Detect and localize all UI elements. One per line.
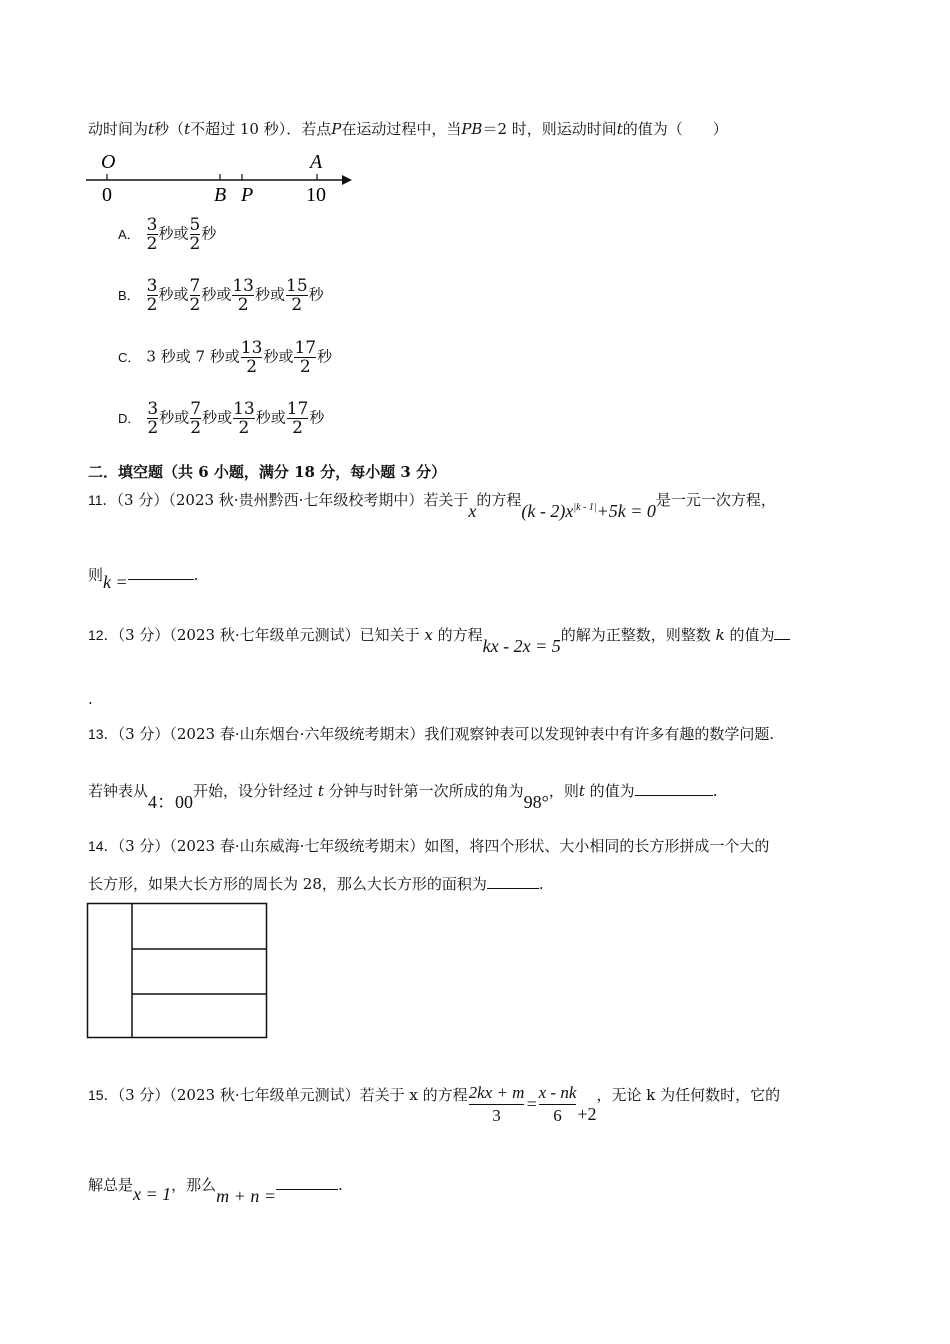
option-a[interactable]: A． $\frac{3}{2}$ 秒或 $\frac{5}{2}$ 秒 [118,215,217,254]
q10-text-c: 不超过 10 秒）．若点 [190,120,332,138]
q13-angle: 98° [523,792,549,812]
q10-text-f: 的值为（ ） [622,120,728,138]
fraction: $\frac{3}{2}$ [146,215,158,254]
q13-number: 13． [88,726,118,742]
q15-meta: （3 分）（2023 秋·七年级单元测试）若关于 x 的方程 [117,1086,468,1104]
q12-meta: （3 分）（2023 秋·七年级单元测试）已知关于 [117,626,420,644]
q10-var-t: t [148,120,155,138]
q11-equation: $(k - 2)x^{|k - 1|}+5k = 0$ [521,501,656,521]
q10-text-b: 秒（ [154,120,185,138]
q13-answer-blank[interactable] [635,794,713,796]
q13-line2: 若钟表从4：00开始，设分针经过 t 分钟与时针第一次所成的角为98°，则t 的值为 . [88,782,718,812]
fraction: $\frac{3}{2}$ [146,276,158,315]
q14-meta: （3 分）（2023 春·山东威海·七年级统考期末）如图，将四个形状、大小相同的长方形拼成一个大的 [117,837,770,855]
option-c-label: C． [118,349,141,365]
fraction: $\frac{3}{2}$ [147,399,159,438]
q11-line2: 则k = . [88,566,199,592]
option-b-label: B． [118,287,140,303]
q12-answer-blank[interactable] [774,638,790,640]
q15-solution: x = 1 [133,1184,172,1204]
fraction: $\frac{5}{2}$ [189,215,201,254]
q13-meta: （3 分）（2023 春·山东烟台·六年级统考期末）我们观察钟表可以发现钟表中有许多有趣的数学问题. [117,725,775,743]
q10-var-p: P [331,120,342,138]
section-title: 二．填空题（共 6 小题，满分 18 分，每小题 3 分） [88,463,447,481]
option-c[interactable]: C． 3 秒或 7 秒或 $\frac{13}{2}$ 秒或 $\frac{17}{2}$ 秒 [118,338,333,377]
option-d-label: D． [118,410,141,426]
q12-end: . [88,690,93,708]
q14-line1 [88,835,769,856]
q10-text-a: 动时间为 [88,120,149,138]
q12-equation: kx - 2x = 5 [482,636,561,656]
outer-rectangle [88,904,267,1038]
q11-answer-blank[interactable] [128,578,194,580]
q11-var-x: x [468,501,477,521]
q11-meta: （3 分）（2023 秋·贵州黔西·七年级校考期中）若关于 [116,491,469,509]
q15-equation: $\frac{2kx + m}{3}$ = $\frac{x - nk}{6}$ +2 [468,1083,597,1125]
q10-text-d: 在运动过程中，当 [341,120,462,138]
q14-answer-blank[interactable] [487,887,539,889]
label-b: B [214,184,227,206]
q15-answer-blank[interactable] [276,1188,338,1190]
fraction: $\frac{13}{2}$ [233,399,255,438]
q10-stem [88,118,728,139]
label-zero: 0 [102,184,112,206]
fraction: $\frac{7}{2}$ [189,276,201,315]
q13-line1 [88,723,774,744]
option-a-label: A． [118,226,140,242]
q10-text-e: ＝2 时，则运动时间 [482,120,617,138]
q15-number: 15． [88,1087,118,1103]
q10-var-t2: t [184,120,191,138]
number-line-figure [84,146,364,208]
fraction: $\frac{13}{2}$ [240,338,263,377]
q12-line1: 12．（3 分）（2023 秋·七年级单元测试）已知关于 x 的方程kx - 2x = 5的解为正整数，则整数 k 的值为 [88,624,790,645]
q15-mn: m + n = [216,1186,276,1206]
q11-k-eq: k = [103,572,128,592]
label-p: P [241,184,254,206]
q14-number: 14． [88,838,118,854]
q10-var-pb: PB [461,120,483,138]
number-line-arrow [342,175,352,185]
fraction: $\frac{17}{2}$ [294,338,317,377]
q13-time: 4：00 [148,792,194,812]
option-d[interactable]: D． $\frac{3}{2}$ 秒或 $\frac{7}{2}$ 秒或 $\frac{13}{2}$ 秒或 $\frac{17}{2}$ 秒 [118,399,325,438]
q11-line1: 11．（3 分）（2023 秋·贵州黔西·七年级校考期中）若关于x的方程$(k - 2)x^{|k - 1|}+5k = 0$是一元一次方程， [88,491,776,521]
q10-var-t3: t [616,120,623,138]
label-o: O [101,151,116,173]
q14-line2: 长方形，如果大长方形的周长为 28，那么大长方形的面积为 . [88,875,544,893]
q15-line1: 15．（3 分）（2023 秋·七年级单元测试）若关于 x 的方程 $\frac{2kx + m}{3}$ = $\frac{x - nk}{6}$ +2，无论 k 为任何数时，它的 [88,1083,781,1125]
fraction: $\frac{7}{2}$ [190,399,202,438]
fraction: $\frac{17}{2}$ [286,399,309,438]
q15-line2: 解总是x = 1，那么m + n =. [88,1176,343,1206]
label-ten: 10 [306,184,326,206]
q11-number: 11． [88,492,117,508]
fraction: $\frac{15}{2}$ [286,276,308,315]
rectangle-figure [86,902,270,1040]
q12-number: 12． [88,627,118,643]
fraction: $\frac{13}{2}$ [232,276,254,315]
label-a: A [310,151,323,173]
option-b[interactable]: B． $\frac{3}{2}$ 秒或 $\frac{7}{2}$ 秒或 $\frac{13}{2}$ 秒或 $\frac{15}{2}$ 秒 [118,276,324,315]
